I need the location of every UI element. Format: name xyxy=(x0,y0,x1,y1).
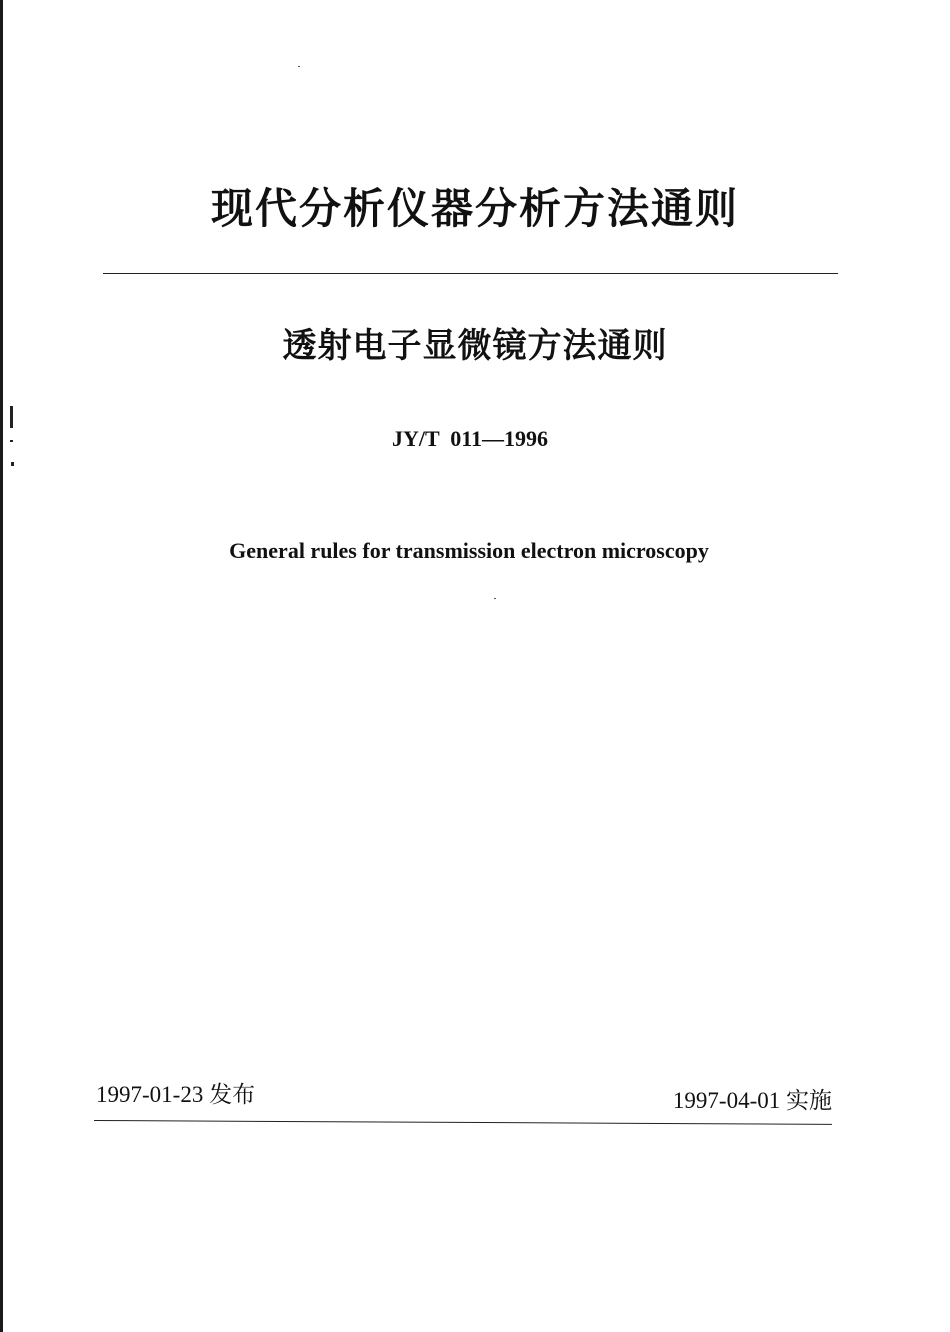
divider-top xyxy=(103,273,838,274)
scan-mark xyxy=(10,406,13,428)
scan-speck xyxy=(494,598,496,599)
series-title: 现代分析仪器分析方法通则 xyxy=(210,184,739,233)
scan-speck xyxy=(298,66,300,67)
divider-bottom xyxy=(94,1120,832,1125)
english-title: General rules for transmission electron microscopy xyxy=(229,538,709,563)
scan-mark xyxy=(11,462,14,466)
issue-date: 1997-01-23 发布 xyxy=(96,1082,256,1107)
standard-number: JY/T 011—1996 xyxy=(391,426,549,451)
effective-date: 1997-04-01 实施 xyxy=(672,1088,832,1113)
document-title: 透射电子显微镜方法通则 xyxy=(282,326,668,366)
